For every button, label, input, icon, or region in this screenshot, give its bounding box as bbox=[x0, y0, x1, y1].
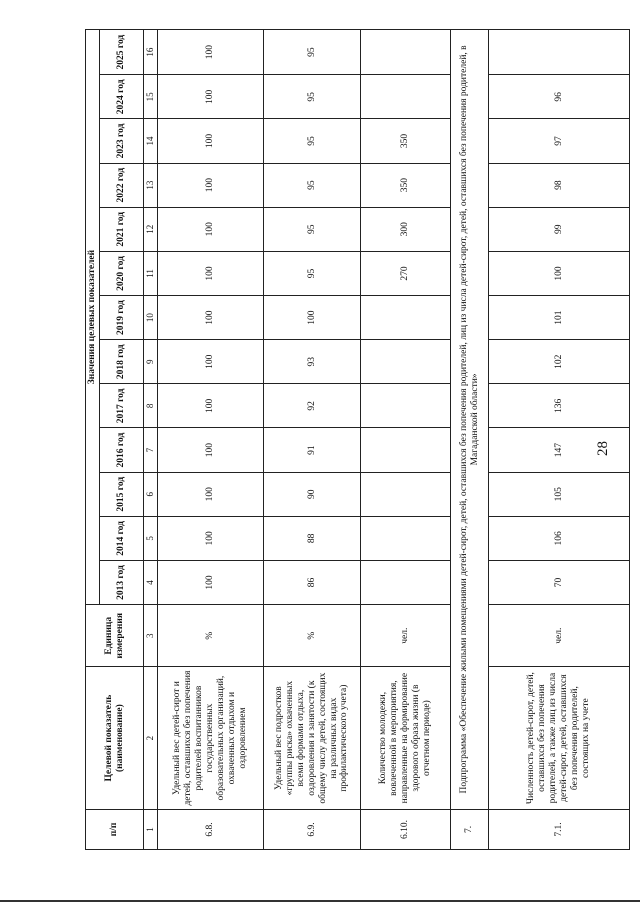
value-cell: 300 bbox=[360, 207, 450, 251]
row-number: 7.1. bbox=[489, 809, 630, 849]
row-number: 6.8. bbox=[158, 809, 264, 849]
value-cell: 90 bbox=[264, 472, 360, 516]
value-cell: 147 bbox=[489, 428, 630, 472]
value-cell: 101 bbox=[489, 296, 630, 340]
value-cell: 100 bbox=[158, 30, 264, 75]
table-row bbox=[264, 30, 360, 850]
column-number: 5 bbox=[144, 516, 158, 560]
value-cell: 98 bbox=[489, 163, 630, 207]
rotated-table-area bbox=[85, 29, 630, 850]
header-indicator: Целевой показатель (наименование) bbox=[86, 667, 144, 810]
value-cell bbox=[360, 428, 450, 472]
value-cell bbox=[360, 384, 450, 428]
value-cell: 100 bbox=[158, 340, 264, 384]
value-cell: 100 bbox=[158, 472, 264, 516]
value-cell: 350 bbox=[360, 119, 450, 163]
value-cell: 100 bbox=[158, 296, 264, 340]
unit-cell: чел. bbox=[489, 605, 630, 667]
value-cell: 100 bbox=[158, 384, 264, 428]
value-cell: 95 bbox=[264, 119, 360, 163]
header-year: 2014 год bbox=[100, 516, 144, 560]
value-cell bbox=[360, 30, 450, 75]
value-cell: 100 bbox=[264, 296, 360, 340]
value-cell bbox=[360, 560, 450, 604]
subprogram-row bbox=[451, 30, 489, 850]
indicator-name: Количество молодежи, вовлеченной в мероприятия, направленные на формирование здорового образа жизни (в отчетном периоде) bbox=[360, 667, 450, 810]
value-cell: 96 bbox=[489, 75, 630, 119]
indicator-name: Удельный вес детей-сирот и детей, оставшихся без попечения родителей воспитанников государственных образовательных организаций, охваченных отдыхом и оздоровлением bbox=[158, 667, 264, 810]
header-values-group: Значения целевых показателей bbox=[86, 30, 100, 605]
value-cell: 100 bbox=[158, 560, 264, 604]
indicators-table bbox=[85, 29, 630, 850]
value-cell: 95 bbox=[264, 251, 360, 295]
page-bottom-rule bbox=[0, 900, 640, 902]
value-cell bbox=[489, 30, 630, 75]
value-cell: 95 bbox=[264, 207, 360, 251]
table-row bbox=[158, 30, 264, 850]
indicator-name: Численность детей-сирот, детей, оставшихся без попечения родителей, а также лиц из числа детей-сирот, детей, оставшихся без попечения родителей, состоящих на учете bbox=[489, 667, 630, 810]
column-number: 11 bbox=[144, 251, 158, 295]
column-number: 4 bbox=[144, 560, 158, 604]
value-cell: 95 bbox=[264, 75, 360, 119]
header-unit: Единица измерения bbox=[86, 605, 144, 667]
column-number: 14 bbox=[144, 119, 158, 163]
value-cell: 99 bbox=[489, 207, 630, 251]
header-year: 2024 год bbox=[100, 75, 144, 119]
value-cell: 106 bbox=[489, 516, 630, 560]
column-number: 2 bbox=[144, 667, 158, 810]
row-number: 7. bbox=[451, 809, 489, 849]
value-cell: 86 bbox=[264, 560, 360, 604]
value-cell: 100 bbox=[158, 251, 264, 295]
header-year: 2018 год bbox=[100, 340, 144, 384]
value-cell: 88 bbox=[264, 516, 360, 560]
value-cell: 95 bbox=[264, 30, 360, 75]
row-number: 6.9. bbox=[264, 809, 360, 849]
column-number: 3 bbox=[144, 605, 158, 667]
value-cell: 100 bbox=[158, 207, 264, 251]
value-cell: 100 bbox=[158, 163, 264, 207]
column-number: 8 bbox=[144, 384, 158, 428]
value-cell: 95 bbox=[264, 163, 360, 207]
column-number: 15 bbox=[144, 75, 158, 119]
subprogram-title: Подпрограмма «Обеспечение жилыми помещениями детей-сирот, детей, оставшихся без попечения родителей, лиц из числа детей-сирот, детей, оставшихся без попечения родителей, в Магаданской области» bbox=[451, 30, 489, 810]
header-year: 2015 год bbox=[100, 472, 144, 516]
value-cell: 91 bbox=[264, 428, 360, 472]
value-cell: 102 bbox=[489, 340, 630, 384]
header-year: 2019 год bbox=[100, 296, 144, 340]
column-number: 9 bbox=[144, 340, 158, 384]
value-cell: 136 bbox=[489, 384, 630, 428]
header-year: 2020 год bbox=[100, 251, 144, 295]
table-row bbox=[489, 30, 630, 850]
value-cell: 270 bbox=[360, 251, 450, 295]
page-number: 28 bbox=[595, 441, 611, 456]
header-year: 2016 год bbox=[100, 428, 144, 472]
column-number: 12 bbox=[144, 207, 158, 251]
header-num: п/п bbox=[86, 809, 144, 849]
value-cell: 100 bbox=[158, 119, 264, 163]
value-cell: 105 bbox=[489, 472, 630, 516]
value-cell: 97 bbox=[489, 119, 630, 163]
column-number: 13 bbox=[144, 163, 158, 207]
value-cell bbox=[360, 296, 450, 340]
value-cell: 100 bbox=[158, 428, 264, 472]
value-cell: 93 bbox=[264, 340, 360, 384]
value-cell bbox=[360, 340, 450, 384]
column-number: 6 bbox=[144, 472, 158, 516]
header-year: 2025 год bbox=[100, 30, 144, 75]
column-number: 16 bbox=[144, 30, 158, 75]
column-number: 1 bbox=[144, 809, 158, 849]
value-cell bbox=[360, 75, 450, 119]
header-year: 2023 год bbox=[100, 119, 144, 163]
unit-cell: чел. bbox=[360, 605, 450, 667]
unit-cell: % bbox=[158, 605, 264, 667]
value-cell bbox=[360, 472, 450, 516]
value-cell: 100 bbox=[489, 251, 630, 295]
header-year: 2021 год bbox=[100, 207, 144, 251]
column-number: 10 bbox=[144, 296, 158, 340]
header-year: 2022 год bbox=[100, 163, 144, 207]
indicator-name: Удельный вес подростков «группы риска» охваченных всеми формами отдыха, оздоровления и занятости (к общему числу детей, состоящих на различных видах профилактического учета) bbox=[264, 667, 360, 810]
column-number: 7 bbox=[144, 428, 158, 472]
row-number: 6.10. bbox=[360, 809, 450, 849]
value-cell: 100 bbox=[158, 75, 264, 119]
value-cell: 350 bbox=[360, 163, 450, 207]
table-row bbox=[360, 30, 450, 850]
value-cell bbox=[360, 516, 450, 560]
header-year: 2013 год bbox=[100, 560, 144, 604]
unit-cell: % bbox=[264, 605, 360, 667]
value-cell: 100 bbox=[158, 516, 264, 560]
value-cell: 92 bbox=[264, 384, 360, 428]
header-year: 2017 год bbox=[100, 384, 144, 428]
value-cell: 70 bbox=[489, 560, 630, 604]
